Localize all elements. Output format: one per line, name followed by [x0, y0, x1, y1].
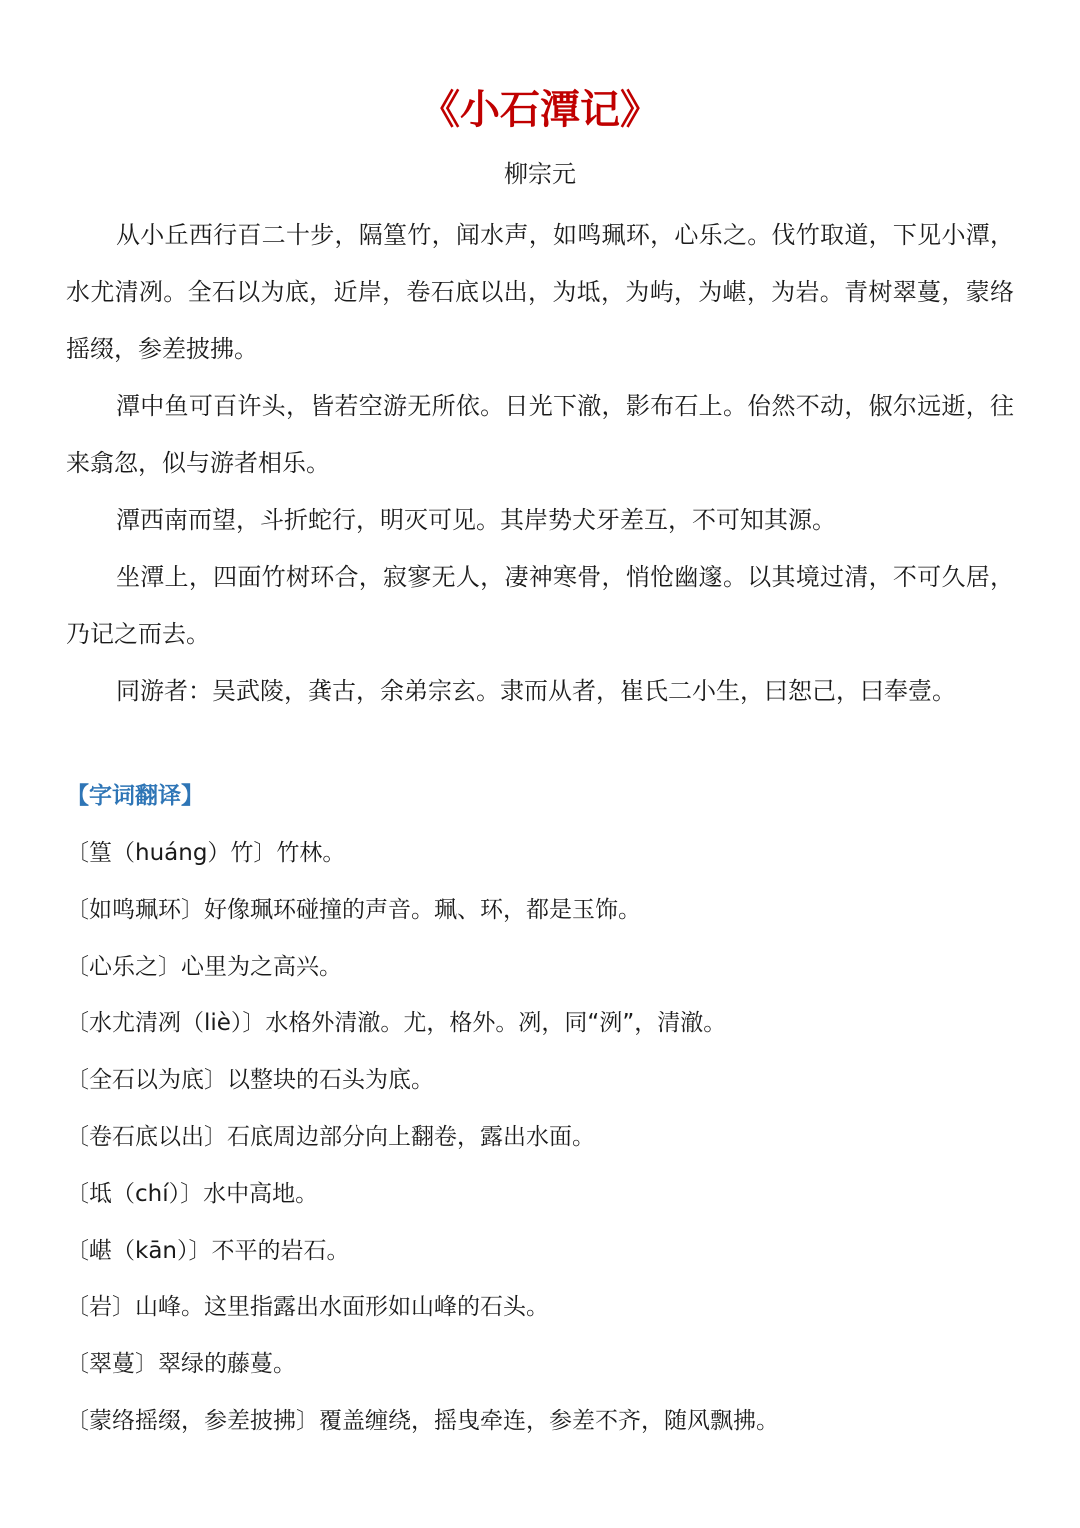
- glossary-item: 〔心乐之〕心里为之高兴。: [66, 953, 342, 980]
- glossary-item: 〔如鸣珮环〕好像珮环碰撞的声音。珮、环，都是玉饰。: [66, 896, 641, 923]
- article-paragraph: 从小丘西行百二十步，隔篁竹，闻水声，如鸣珮环，心乐之。伐竹取道，下见小潭，水尤清冽。全石以为底，近岸，卷石底以出，为坻，为屿，为嵁，为岩。青树翠蔓，蒙络摇缀，参差披拂。: [66, 221, 1014, 363]
- glossary-item: 〔坻（chí）〕水中高地。: [66, 1180, 319, 1207]
- article-paragraph: 坐潭上，四面竹树环合，寂寥无人，凄神寒骨，悄怆幽邃。以其境过清，不可久居，乃记之而去。: [66, 563, 1014, 648]
- glossary-item: 〔全石以为底〕以整块的石头为底。: [66, 1067, 434, 1094]
- glossary-item: 〔蒙络摇缀，参差披拂〕覆盖缠绕，摇曳牵连，参差不齐，随风飘拂。: [66, 1407, 779, 1434]
- glossary-item: 〔翠蔓〕翠绿的藤蔓。: [66, 1351, 296, 1378]
- glossary-item: 〔嵁（kān）〕不平的岩石。: [66, 1237, 350, 1264]
- glossary-heading: 【字词翻译】: [66, 783, 204, 809]
- document-title: 《小石潭记》: [420, 87, 660, 133]
- glossary-item: 〔岩〕山峰。这里指露出水面形如山峰的石头。: [66, 1294, 549, 1321]
- glossary-list: [66, 825, 1026, 1450]
- glossary-item: 〔篁（huáng）竹〕竹林。: [66, 840, 346, 866]
- document-author: 柳宗元: [504, 160, 576, 188]
- glossary-item: 〔水尤清冽（liè）〕水格外清澈。尤，格外。冽，同“洌”，清澈。: [66, 1010, 727, 1037]
- article-paragraph: 同游者：吴武陵，龚古，余弟宗玄。隶而从者，崔氏二小生，曰恕己，曰奉壹。: [116, 677, 956, 705]
- article-paragraph: 潭西南而望，斗折蛇行，明灭可见。其岸势犬牙差互，不可知其源。: [116, 506, 836, 534]
- article-paragraph: 潭中鱼可百许头，皆若空游无所依。日光下澈，影布石上。佁然不动，俶尔远逝，往来翕忽，似与游者相乐。: [66, 392, 1014, 477]
- article-body: [66, 207, 1014, 720]
- glossary-item: 〔卷石底以出〕石底周边部分向上翻卷，露出水面。: [66, 1123, 595, 1150]
